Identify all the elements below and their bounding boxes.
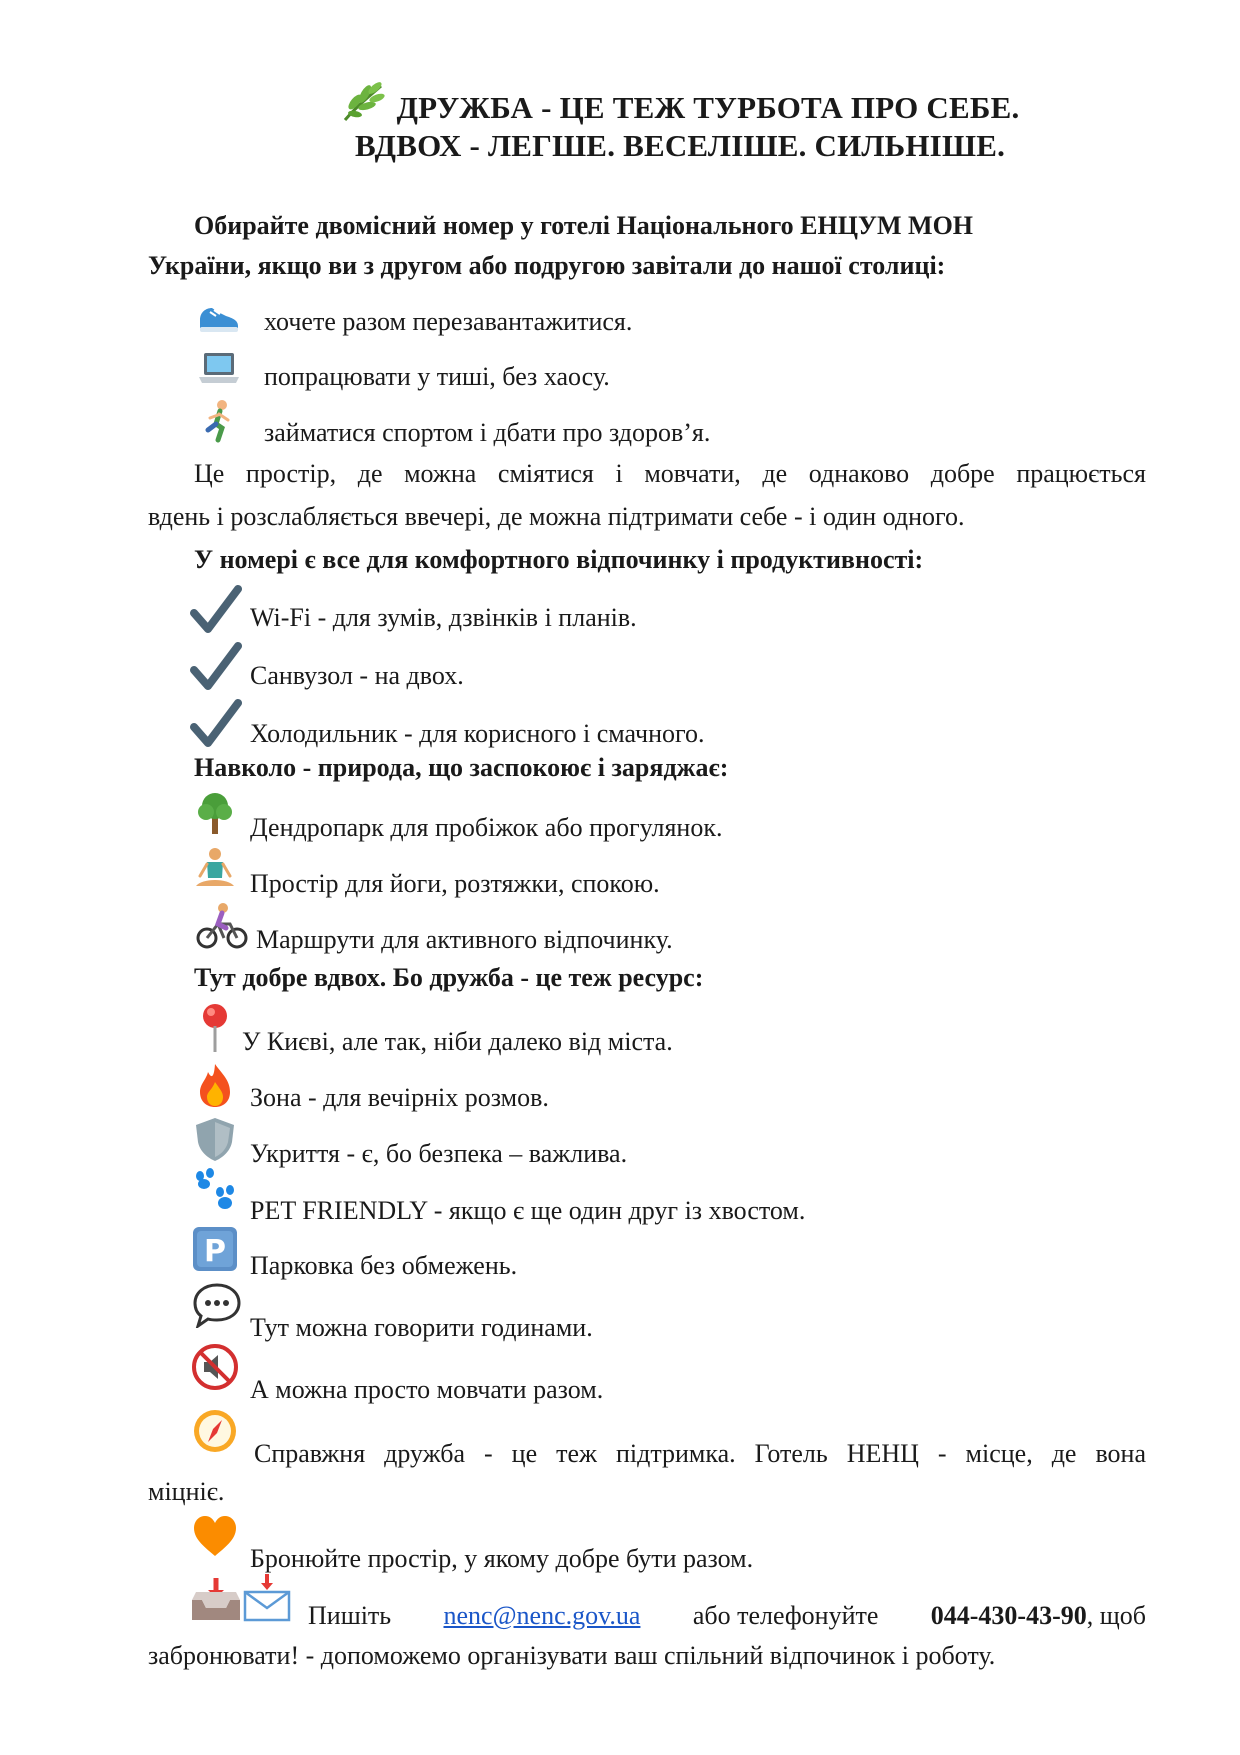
- sneaker-icon: [196, 294, 242, 340]
- contact-middle: або телефонуйте: [692, 1601, 879, 1630]
- nature-item-3: Маршрути для активного відпочинку.: [256, 925, 673, 954]
- inbox-tray-icon: [190, 1578, 242, 1622]
- resource-item-2: Зона - для вечірніх розмов.: [250, 1083, 549, 1112]
- room-item-2: Санвузол - на двох.: [250, 661, 464, 690]
- check-icon: [190, 640, 242, 692]
- muted-speaker-icon: [192, 1344, 238, 1390]
- nature-heading: Навколо - природа, що заспокоює і заряджає:: [194, 753, 729, 782]
- nature-item-2: Простір для йоги, розтяжки, спокою.: [250, 869, 660, 898]
- space-para-line-2: вдень і розслабляється ввечері, де можна підтримати себе - і один одного.: [148, 502, 965, 531]
- compass-icon: [192, 1408, 238, 1454]
- paw-icon: [192, 1168, 238, 1214]
- resource-item-1: У Києві, але так, ніби далеко від міста.: [242, 1027, 673, 1056]
- cyclist-icon: [196, 902, 248, 950]
- pin-icon: [196, 1002, 234, 1054]
- svg-text:P: P: [204, 1234, 226, 1269]
- check-icon: [190, 697, 242, 749]
- fire-icon: [192, 1062, 238, 1108]
- contact-suffix: , щоб: [1086, 1601, 1146, 1630]
- intro-line-2: України, якщо ви з другом або подругою завітали до нашої столиці:: [148, 251, 946, 280]
- laptop-icon: [196, 345, 242, 391]
- book-line: Бронюйте простір, у якому добре бути разом.: [250, 1544, 754, 1573]
- wish-text-1: хочете разом перезавантажитися.: [264, 307, 633, 336]
- intro-line-1: Обирайте двомісний номер у готелі Національного ЕНЦУМ МОН: [194, 211, 974, 240]
- friendship-line-1: Справжня дружба - це теж підтримка. Готель НЕНЦ - місце, де вона: [254, 1439, 1146, 1468]
- leaf-icon: [341, 80, 389, 124]
- wish-text-2: попрацювати у тиші, без хаосу.: [264, 362, 610, 391]
- resource-item-5: Парковка без обмежень.: [250, 1251, 518, 1280]
- resource-item-7: А можна просто мовчати разом.: [250, 1375, 604, 1404]
- resource-heading: Тут добре вдвох. Бо дружба - це теж ресурс:: [194, 963, 704, 992]
- contact-prefix: Пишіть: [308, 1601, 392, 1630]
- resource-item-3: Укриття - є, бо безпека – важлива.: [250, 1139, 628, 1168]
- room-item-3: Холодильник - для корисного і смачного.: [250, 719, 705, 748]
- contact-line-1: [308, 1594, 1146, 1638]
- room-heading: У номері є все для комфортного відпочинку і продуктивності:: [194, 545, 924, 574]
- check-icon: [190, 583, 242, 635]
- contact-line-2: забронювати! - допоможемо організувати ваш спільний відпочинок і роботу.: [148, 1641, 996, 1670]
- speech-bubble-icon: [192, 1282, 242, 1328]
- space-para-line-1: Це простір, де можна сміятися і мовчати, де однаково добре працюється: [194, 459, 1146, 488]
- shield-icon: [192, 1116, 238, 1162]
- resource-item-6: Тут можна говорити годинами.: [250, 1313, 593, 1342]
- title-text-1: ДРУЖБА - ЦЕ ТЕЖ ТУРБОТА ПРО СЕБЕ.: [396, 90, 1020, 125]
- room-item-1: Wi-Fi - для зумів, дзвінків і планів.: [250, 603, 637, 632]
- phone-number: 044-430-43-90: [930, 1601, 1087, 1630]
- friendship-line-2: міцніє.: [148, 1477, 225, 1506]
- envelope-arrow-icon: [242, 1574, 292, 1622]
- resource-item-4: PET FRIENDLY - якщо є ще один друг із хвостом.: [250, 1196, 806, 1225]
- runner-icon: [196, 398, 242, 444]
- title-line-1: [60, 80, 1240, 126]
- orange-heart-icon: [192, 1514, 238, 1560]
- wish-text-3: займатися спортом і дбати про здоров’я.: [264, 418, 711, 447]
- nature-item-1: Дендропарк для пробіжок або прогулянок.: [250, 813, 723, 842]
- parking-icon: [192, 1226, 238, 1272]
- email-link[interactable]: nenc@nenc.gov.ua: [443, 1601, 641, 1630]
- title-line-2: ВДВОХ - ЛЕГШЕ. ВЕСЕЛІШЕ. СИЛЬНІШЕ.: [354, 128, 1006, 163]
- yoga-icon: [192, 846, 238, 892]
- tree-icon: [192, 790, 238, 836]
